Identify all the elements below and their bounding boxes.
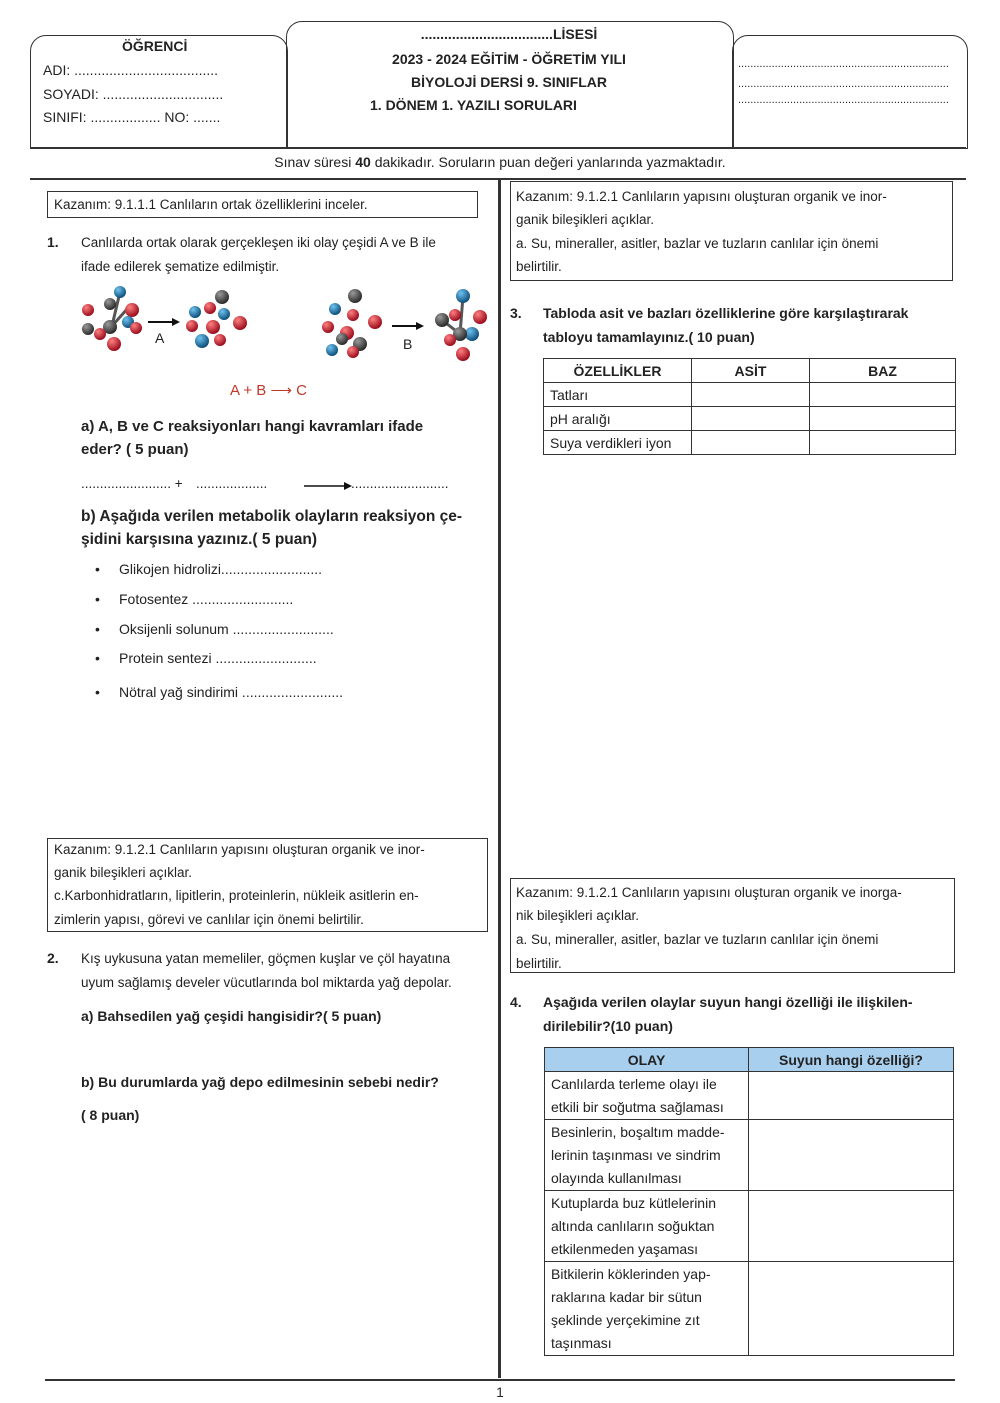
- q1a-question: eder? ( 5 puan): [81, 441, 189, 458]
- school-year: 2023 - 2024 EĞİTİM - ÖĞRETİM YILI: [392, 51, 626, 67]
- reaction-label-b: B: [403, 336, 413, 352]
- q2a-question: a) Bahsedilen yağ çeşidi hangisidir?( 5 puan): [81, 1008, 382, 1024]
- table-row: [545, 1072, 954, 1120]
- course-title: BİYOLOJİ DERSİ 9. SINIFLAR: [410, 74, 608, 90]
- footer-divider: [45, 1379, 955, 1381]
- q1a-question: a) A, B ve C reaksiyonları hangi kavramları ifade: [81, 418, 424, 435]
- molecule-a-product: [186, 290, 247, 348]
- reaction-label-a: A: [155, 330, 165, 346]
- list-item[interactable]: • Nötral yağ sindirimi ..........................: [95, 684, 344, 700]
- answer-cell[interactable]: [810, 431, 956, 455]
- q1a-answer-blank[interactable]: ...................: [196, 476, 268, 491]
- q4-text: dirilebilir?(10 puan): [543, 1018, 673, 1034]
- table-row: [544, 431, 956, 455]
- table-header: BAZ: [810, 359, 956, 383]
- acid-base-table: [543, 358, 956, 455]
- answer-cell[interactable]: [749, 1262, 954, 1356]
- table-cell: Bitkilerin köklerinden yap- raklarına kadar bir sütun şeklinde yerçekimine zıt taşınması: [545, 1262, 749, 1356]
- table-row: [544, 383, 956, 407]
- table-row: [545, 1191, 954, 1262]
- grade-line[interactable]: .....................................................................: [738, 94, 949, 106]
- q1b-question: şidini karşısına yazınız.( 5 puan): [81, 531, 318, 548]
- table-row: [544, 407, 956, 431]
- answer-cell[interactable]: [692, 431, 810, 455]
- header-divider: [30, 147, 966, 149]
- list-item[interactable]: • Protein sentezi ..........................: [95, 650, 317, 666]
- q2-kazanim: zimlerin yapısı, görevi ve canlılar için önemi belirtilir.: [54, 912, 364, 927]
- q2b-question: b) Bu durumlarda yağ depo edilmesinin sebebi nedir?: [81, 1074, 439, 1090]
- grade-line[interactable]: .....................................................................: [738, 58, 949, 70]
- q1-number: 1.: [47, 234, 59, 250]
- q3-kazanim: ganik bileşikleri açıklar.: [516, 212, 655, 227]
- q2-text: uyum sağlamış develer vücutlarında bol miktarda yağ depolar.: [81, 975, 452, 990]
- q1b-question: b) Aşağıda verilen metabolik olayların reaksiyon çe-: [81, 508, 463, 525]
- molecule-b-product: [435, 289, 487, 361]
- q2-text: Kış uykusuna yatan memeliler, göçmen kuşlar ve çöl hayatına: [81, 951, 451, 966]
- table-header: ÖZELLİKLER: [544, 359, 692, 383]
- school-name: ..................................LİSESİ: [420, 26, 598, 42]
- q2-kazanim: ganik bileşikleri açıklar.: [54, 865, 193, 880]
- q2-kazanim: Kazanım: 9.1.2.1 Canlıların yapısını oluşturan organik ve inor-: [54, 842, 425, 857]
- q1a-answer-blank[interactable]: ..........................: [351, 476, 449, 491]
- list-item[interactable]: • Fotosentez ..........................: [95, 591, 294, 607]
- table-row: [545, 1262, 954, 1356]
- arrow-a: [148, 318, 180, 326]
- q4-kazanim: Kazanım: 9.1.2.1 Canlıların yapısını oluşturan organik ve inorga-: [516, 885, 902, 900]
- answer-cell[interactable]: [692, 383, 810, 407]
- page-number: 1: [496, 1385, 504, 1400]
- name-field[interactable]: ADI: .....................................: [43, 62, 219, 78]
- answer-cell[interactable]: [810, 407, 956, 431]
- q1-kazanim: Kazanım: 9.1.1.1 Canlıların ortak özelliklerini inceler.: [54, 197, 368, 212]
- exam-duration: 40: [355, 154, 371, 170]
- answer-cell[interactable]: [749, 1072, 954, 1120]
- reaction-equation: A + B ⟶ C: [230, 382, 307, 399]
- q1a-answer-blank[interactable]: ........................ +: [81, 476, 183, 491]
- q3-kazanim: Kazanım: 9.1.2.1 Canlıların yapısını oluşturan organik ve inor-: [516, 189, 887, 204]
- arrow-b: [392, 322, 424, 330]
- list-item[interactable]: • Glikojen hidrolizi..........................: [95, 561, 323, 577]
- answer-cell[interactable]: [749, 1191, 954, 1262]
- class-number-field[interactable]: SINIFI: .................. NO: .......: [43, 109, 221, 125]
- q2-kazanim: c.Karbonhidratların, lipitlerin, proteinlerin, nükleik asitlerin en-: [54, 888, 419, 903]
- exam-title: 1. DÖNEM 1. YAZILI SORULARI: [370, 97, 577, 113]
- q3-number: 3.: [510, 305, 522, 321]
- table-header: Suyun hangi özelliği?: [749, 1048, 954, 1072]
- q3-text: tabloyu tamamlayınız.( 10 puan): [543, 329, 755, 345]
- table-cell: Suya verdikleri iyon: [544, 431, 692, 455]
- q4-kazanim: nik bileşikleri açıklar.: [516, 908, 640, 923]
- table-cell: Kutuplarda buz kütlelerinin altında canlıların soğuktan etkilenmeden yaşaması: [545, 1191, 749, 1262]
- molecule-a-reactant: [82, 286, 142, 351]
- table-row: [545, 1120, 954, 1191]
- table-cell: Besinlerin, boşaltım madde- lerinin taşınması ve sindrim olayında kullanılması: [545, 1120, 749, 1191]
- table-header: ASİT: [692, 359, 810, 383]
- exam-instructions: Sınav süresi 40 dakikadır. Soruların puan değeri yanlarında yazmaktadır.: [274, 154, 726, 170]
- grade-box: [732, 35, 968, 149]
- q4-kazanim: belirtilir.: [516, 956, 562, 971]
- q4-number: 4.: [510, 994, 522, 1010]
- q2-number: 2.: [47, 950, 59, 966]
- q4-text: Aşağıda verilen olaylar suyun hangi özelliği ile ilişkilen-: [543, 994, 913, 1010]
- table-header: OLAY: [545, 1048, 749, 1072]
- table-cell: Canlılarda terleme olayı ile etkili bir soğutma sağlaması: [545, 1072, 749, 1120]
- student-title: ÖĞRENCİ: [122, 38, 188, 54]
- table-cell: Tatları: [544, 383, 692, 407]
- answer-cell[interactable]: [810, 383, 956, 407]
- q1-text: ifade edilerek şematize edilmiştir.: [81, 259, 280, 274]
- list-item[interactable]: • Oksijenli solunum ..........................: [95, 621, 334, 637]
- molecule-diagram: [70, 282, 500, 372]
- q2b-points: ( 8 puan): [81, 1107, 140, 1123]
- q1-text: Canlılarda ortak olarak gerçekleşen iki olay çeşidi A ve B ile: [81, 235, 436, 250]
- q3-kazanim: belirtilir.: [516, 259, 562, 274]
- water-properties-table: [544, 1047, 954, 1356]
- answer-cell[interactable]: [692, 407, 810, 431]
- table-cell: pH aralığı: [544, 407, 692, 431]
- surname-field[interactable]: SOYADI: ...............................: [43, 86, 224, 102]
- molecule-b-reactant: [322, 289, 382, 358]
- q1a-arrow: [304, 481, 352, 491]
- answer-cell[interactable]: [749, 1120, 954, 1191]
- q3-text: Tabloda asit ve bazları özelliklerine göre karşılaştırarak: [543, 305, 909, 321]
- grade-line[interactable]: .....................................................................: [738, 78, 949, 90]
- q4-kazanim: a. Su, mineraller, asitler, bazlar ve tuzların canlılar için önemi: [516, 932, 879, 947]
- q3-kazanim: a. Su, mineraller, asitler, bazlar ve tuzların canlılar için önemi: [516, 236, 879, 251]
